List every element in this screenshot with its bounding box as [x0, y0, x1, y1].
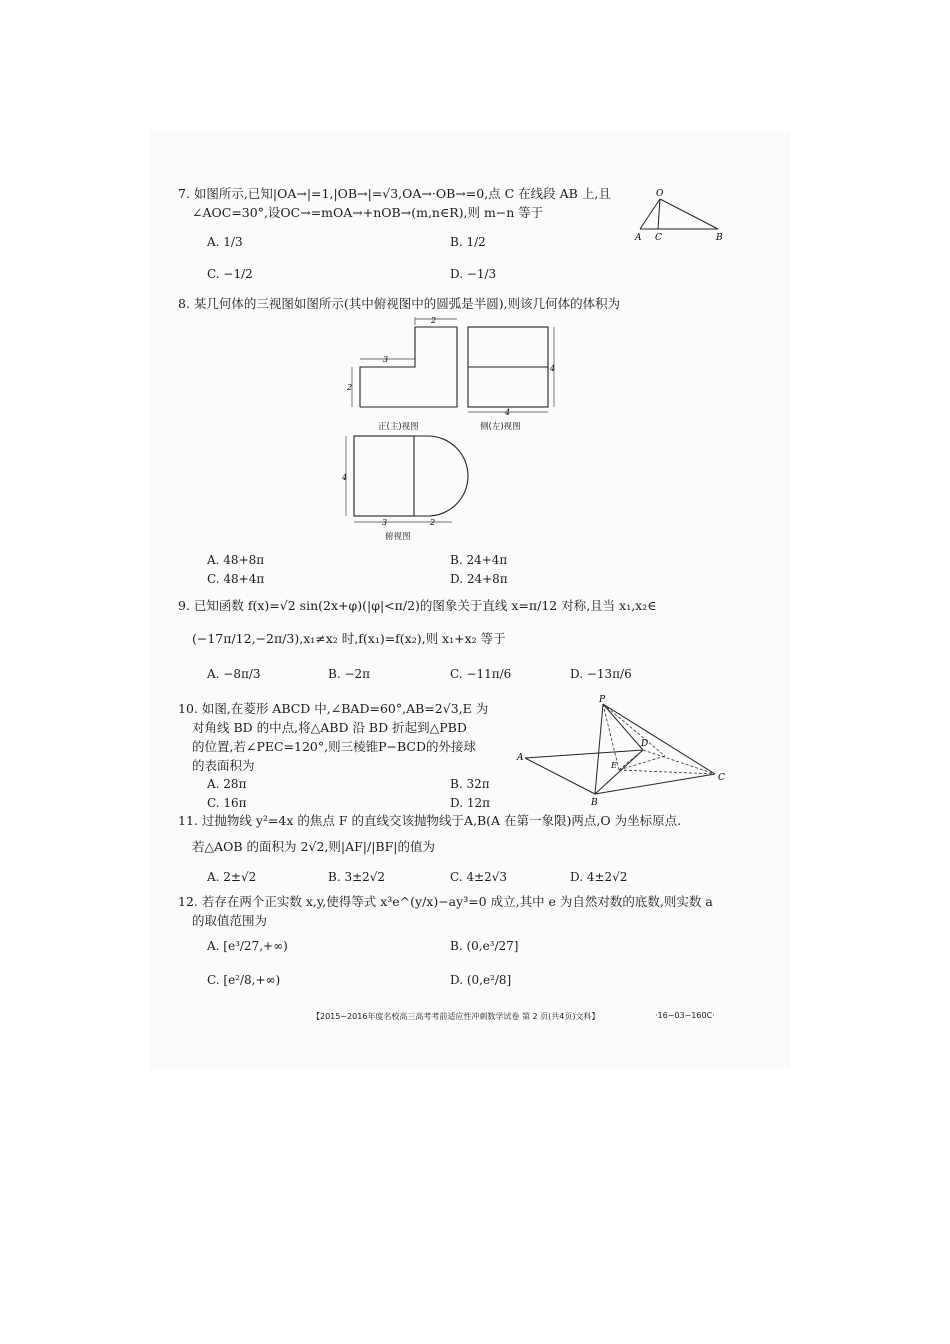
q10-label-c: C	[718, 773, 725, 783]
q10-pyramid-figure	[515, 694, 735, 809]
q8-dim-top-width: 2	[431, 316, 437, 325]
q11-option-c: C. 4±2√3	[450, 870, 507, 884]
q8-top-caption: 俯视图	[385, 532, 411, 542]
q10-label-e: E	[611, 761, 617, 770]
q9-option-c: C. −11π/6	[450, 667, 512, 681]
q8-option-a: A. 48+8π	[207, 553, 265, 567]
q11-option-a: A. 2±√2	[207, 870, 257, 884]
q10-option-c: C. 16π	[207, 796, 247, 810]
q8-front-caption: 正(主)视图	[378, 422, 419, 432]
q12-option-a: A. [e³/27,+∞)	[207, 939, 288, 953]
q8-top-view	[340, 430, 470, 530]
q8-stem: 8. 某几何体的三视图如图所示(其中俯视图中的圆弧是半圆),则该几何体的体积为	[178, 296, 621, 311]
q7-option-a: A. 1/3	[207, 235, 243, 249]
q8-dim-top-height: 4	[342, 473, 348, 482]
q8-dim-front-height: 2	[347, 383, 353, 392]
q8-front-view	[345, 315, 465, 425]
q7-label-c: C	[655, 233, 662, 243]
q8-option-b: B. 24+4π	[450, 553, 508, 567]
q10-option-a: A. 28π	[207, 777, 247, 791]
q8-side-caption: 侧(左)视图	[480, 422, 521, 432]
q9-stem-line2: (−17π/12,−2π/3),x₁≠x₂ 时,f(x₁)=f(x₂),则 x₁+x₂ 等于	[192, 631, 506, 646]
q9-option-d: D. −13π/6	[570, 667, 632, 681]
q11-stem-line2: 若△AOB 的面积为 2√2,则|AF|/|BF|的值为	[192, 839, 435, 854]
q9-option-a: A. −8π/3	[207, 667, 261, 681]
q7-label-o: O	[656, 189, 664, 199]
q10-stem-line3: 的位置,若∠PEC=120°,则三棱锥P−BCD的外接球	[192, 739, 476, 754]
q12-option-d: D. (0,e²/8]	[450, 973, 512, 987]
q11-option-b: B. 3±2√2	[328, 870, 386, 884]
q8-dim-side-height: 4	[550, 364, 556, 373]
q11-option-d: D. 4±2√2	[570, 870, 628, 884]
q8-dim-side-width: 4	[505, 408, 511, 417]
q8-dim-front-width: 3	[383, 355, 389, 364]
q10-option-b: B. 32π	[450, 777, 490, 791]
q8-option-c: C. 48+4π	[207, 572, 265, 586]
q10-stem-line1: 10. 如图,在菱形 ABCD 中,∠BAD=60°,AB=2√3,E 为	[178, 701, 489, 716]
q8-dim-top-left: 3	[382, 518, 388, 527]
q7-stem-line1: 7. 如图所示,已知|OA→|=1,|OB→|=√3,OA→·OB→=0,点 C 在线段 AB 上,且	[178, 186, 611, 201]
q8-option-d: D. 24+8π	[450, 572, 508, 586]
q10-label-p: P	[599, 695, 606, 705]
q10-label-b: B	[591, 798, 598, 808]
q11-stem-line1: 11. 过抛物线 y²=4x 的焦点 F 的直线交该抛物线于A,B(A 在第一象限)两点,O 为坐标原点.	[178, 813, 682, 828]
q9-option-b: B. −2π	[328, 667, 371, 681]
q8-dim-top-right: 2	[430, 518, 436, 527]
q8-side-view	[462, 315, 562, 425]
q7-triangle-figure	[630, 185, 730, 245]
q12-option-b: B. (0,e³/27]	[450, 939, 519, 953]
q10-label-a: A	[517, 753, 524, 763]
q7-option-b: B. 1/2	[450, 235, 486, 249]
q10-stem-line4: 的表面积为	[192, 758, 255, 773]
q12-option-c: C. [e²/8,+∞)	[207, 973, 281, 987]
q7-label-a: A	[635, 233, 642, 243]
q7-option-d: D. −1/3	[450, 267, 497, 281]
page-footer-code: ·16−03−160C·	[655, 1011, 715, 1020]
q10-option-d: D. 12π	[450, 796, 490, 810]
q10-stem-line2: 对角线 BD 的中点,将△ABD 沿 BD 折起到△PBD	[192, 720, 467, 735]
q10-label-d: D	[641, 739, 649, 749]
q9-stem-line1: 9. 已知函数 f(x)=√2 sin(2x+φ)(|φ|<π/2)的图象关于直线 x=π/12 对称,且当 x₁,x₂∈	[178, 598, 657, 613]
q12-stem-line2: 的取值范围为	[192, 913, 268, 928]
q12-stem-line1: 12. 若存在两个正实数 x,y,使得等式 x³e^(y/x)−ay³=0 成立,其中 e 为自然对数的底数,则实数 a	[178, 894, 713, 909]
q7-label-b: B	[716, 233, 723, 243]
q7-stem-line2: ∠AOC=30°,设OC→=mOA→+nOB→(m,n∈R),则 m−n 等于	[192, 205, 544, 220]
q7-option-c: C. −1/2	[207, 267, 253, 281]
page-footer-info: 【2015~2016年度名校高三高考考前适应性冲刺数学试卷 第 2 页(共4页)文科】	[312, 1012, 600, 1021]
